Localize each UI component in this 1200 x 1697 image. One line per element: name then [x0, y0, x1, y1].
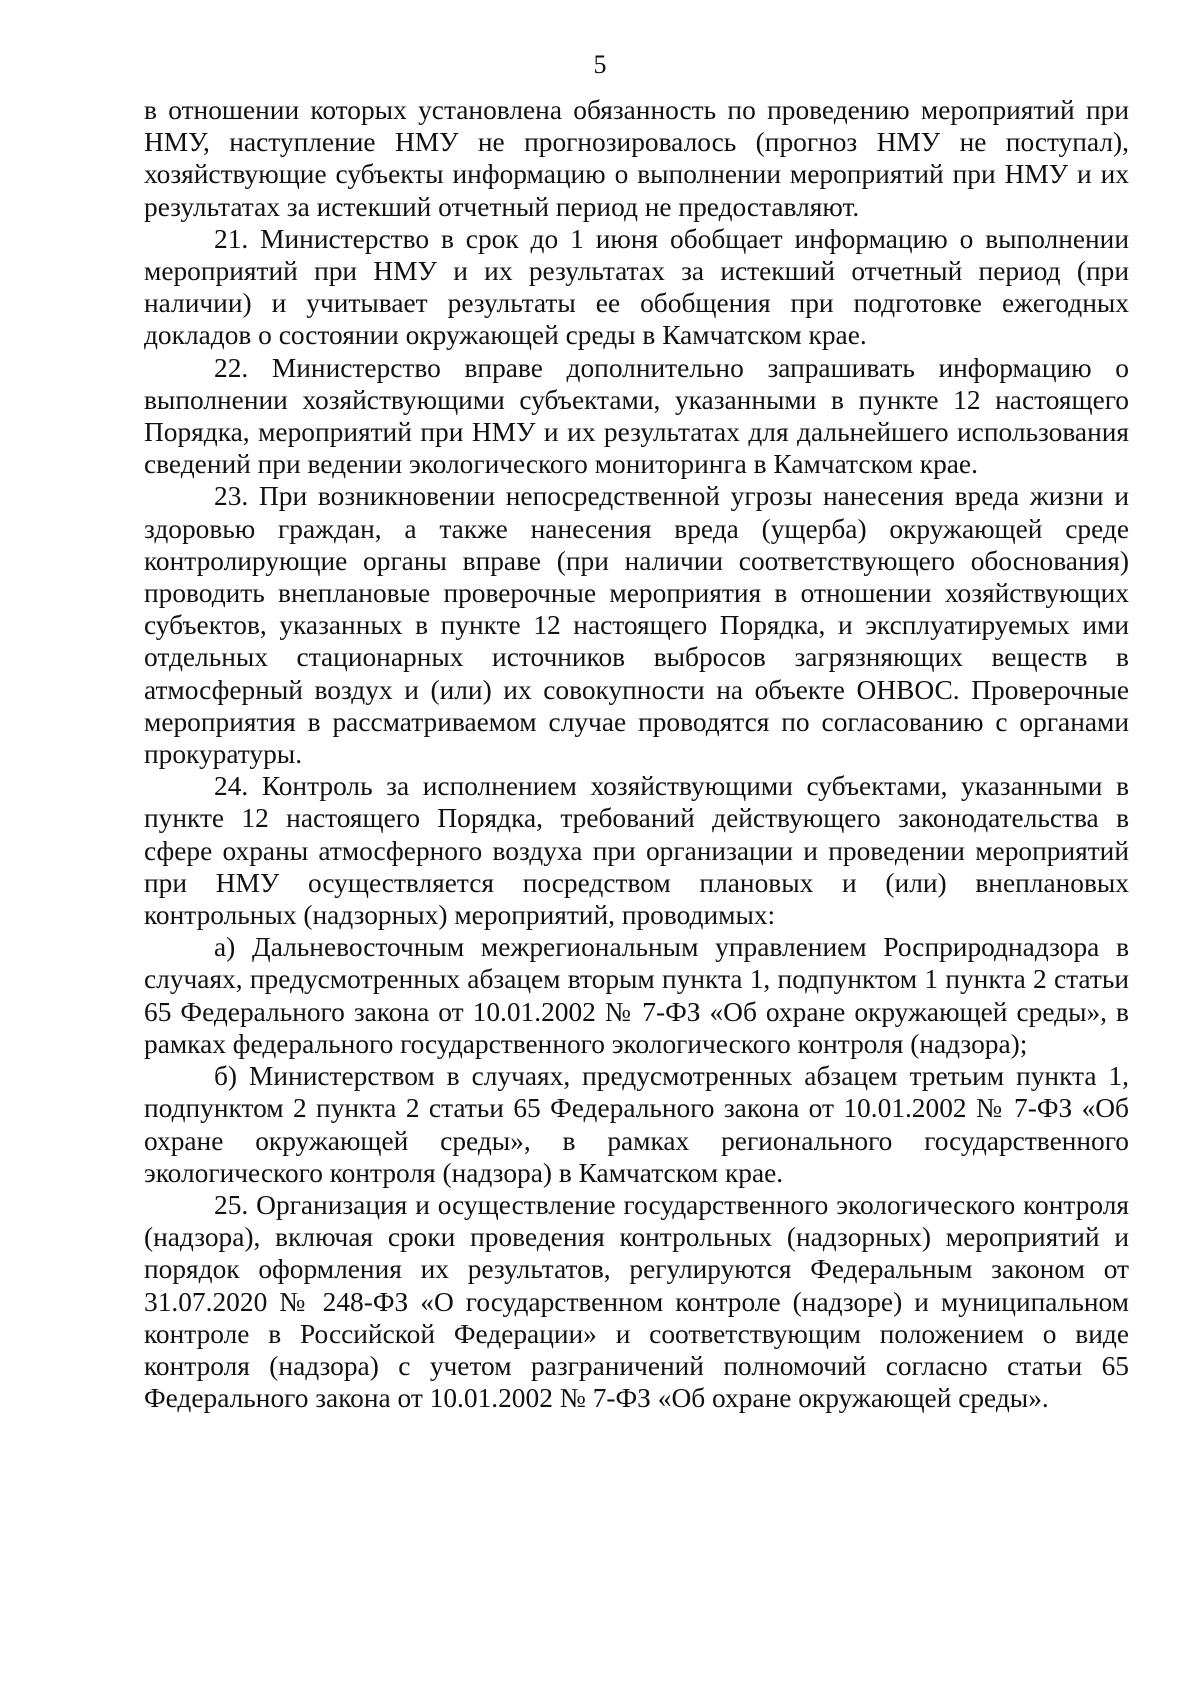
paragraph-24: 24. Контроль за исполнением хозяйствующими субъектами, указанными в пункте 12 настоящего Порядка, требований действующего законодательства в сфере охраны атмосферного воздуха при организации и проведении мероприятий при НМУ осуществляется посредством плановых и (или) внеплановых контрольных (надзорных) мероприятий, проводимых: [144, 771, 1129, 931]
document-body [144, 94, 1129, 1414]
page-number: 5 [593, 50, 607, 79]
paragraph-21: 21. Министерство в срок до 1 июня обобщает информацию о выполнении мероприятий при НМУ и их результатах за истекший отчетный период (при наличии) и учитывает результаты ее обобщения при подготовке ежегодных докладов о состоянии окружающей среды в Камчатском крае. [144, 223, 1129, 351]
paragraph-continuation: в отношении которых установлена обязанность по проведению мероприятий при НМУ, наступление НМУ не прогнозировалось (прогноз НМУ не поступал), хозяйствующие субъекты информацию о выполнении мероприятий при НМУ и их результатах за истекший отчетный период не предоставляют. [144, 95, 1129, 222]
paragraph-23: 23. При возникновении непосредственной угрозы нанесения вреда жизни и здоровью граждан, а также нанесения вреда (ущерба) окружающей среде контролирующие органы вправе (при наличии соответствующего обоснования) проводить внеплановые проверочные мероприятия в отношении хозяйствующих субъектов, указанных в пункте 12 настоящего Порядка, и эксплуатируемых ими отдельных стационарных источников выбросов загрязняющих веществ в атмосферный воздух и (или) их совокупности на объекте ОНВОС. Проверочные мероприятия в рассматриваемом случае проводятся по согласованию с органами прокуратуры. [144, 481, 1129, 770]
subparagraph-a: а) Дальневосточным межрегиональным управлением Росприроднадзора в случаях, предусмотренных абзацем вторым пункта 1, подпунктом 1 пункта 2 статьи 65 Федерального закона от 10.01.2002 № 7-ФЗ «Об охране окружающей среды», в рамках федерального государственного экологического контроля (надзора); [144, 932, 1129, 1059]
paragraph-22: 22. Министерство вправе дополнительно запрашивать информацию о выполнении хозяйствующими субъектами, указанными в пункте 12 настоящего Порядка, мероприятий при НМУ и их результатах для дальнейшего использования сведений при ведении экологического мониторинга в Камчатском крае. [144, 352, 1129, 480]
subparagraph-b: б) Министерством в случаях, предусмотренных абзацем третьим пункта 1, подпунктом 2 пункта 2 статьи 65 Федерального закона от 10.01.2002 № 7-ФЗ «Об охране окружающей среды», в рамках регионального государственного экологического контроля (надзора) в Камчатском крае. [144, 1061, 1129, 1188]
paragraph-25: 25. Организация и осуществление государственного экологического контроля (надзора), включая сроки проведения контрольных (надзорных) мероприятий и порядок оформления их результатов, регулируются Федеральным законом от 31.07.2020 № 248-ФЗ «О государственном контроле (надзоре) и муниципальном контроле в Российской Федерации» и соответствующим положением о виде контроля (надзора) с учетом разграничений полномочий согласно статьи 65 Федерального закона от 10.01.2002 № 7-ФЗ «Об охране окружающей среды». [144, 1189, 1129, 1414]
